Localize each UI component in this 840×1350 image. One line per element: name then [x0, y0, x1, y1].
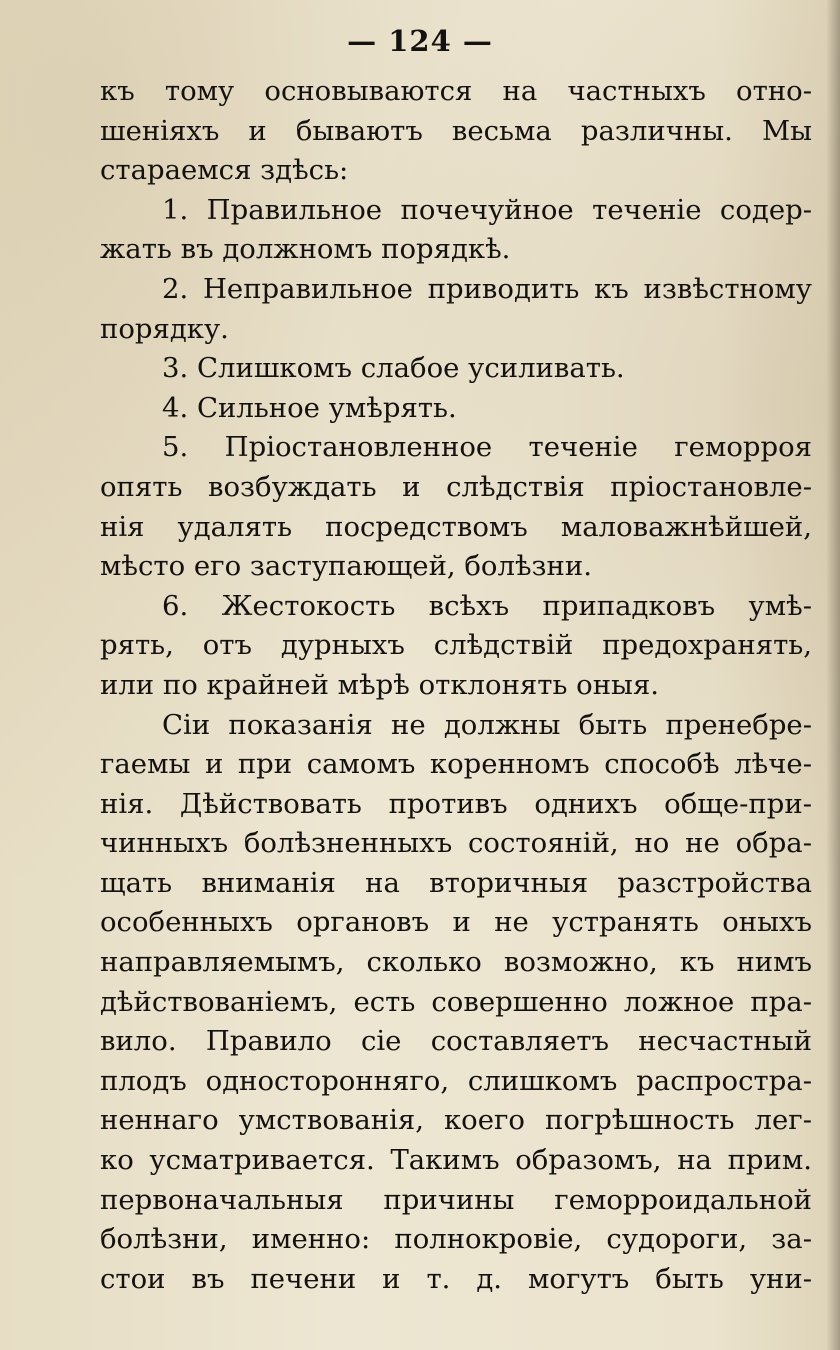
- body-text: [100, 72, 812, 1299]
- text-line: 6. Жестокость всѣхъ припадковъ умѣ-: [162, 589, 812, 622]
- text-line: плодъ односторонняго, слишкомъ распростра-: [100, 1064, 812, 1097]
- text-line: къ тому основываются на частныхъ отно-: [100, 75, 812, 107]
- text-line: нія удалять посредствомъ маловажнѣйшей,: [100, 510, 812, 543]
- text-line: болѣзни, именно: полнокровіе, судороги, за-: [100, 1223, 812, 1256]
- text-line: рять, отъ дурныхъ слѣдствій предохранять,: [100, 629, 812, 662]
- text-line: Сіи показанія не должны быть пренебре-: [162, 708, 812, 741]
- text-line: 2. Неправильное приводить къ извѣстному: [162, 272, 812, 305]
- text-line: нія. Дѣйствовать противъ однихъ обще-при-: [100, 787, 812, 820]
- text-line: ко усматривается. Такимъ образомъ, на прим.: [100, 1144, 812, 1177]
- text-line: опять возбуждать и слѣдствія пріостановле-: [100, 470, 812, 503]
- text-line: направляемымъ, сколько возможно, къ нимъ: [100, 946, 812, 979]
- text-line: порядку.: [100, 312, 229, 345]
- text-line: чинныхъ болѣзненныхъ состояній, но не обра-: [100, 827, 812, 860]
- text-line: особенныхъ органовъ и не устранять оныхъ: [100, 906, 812, 939]
- text-line: первоначальныя причины геморроидальной: [100, 1183, 812, 1216]
- text-line: шеніяхъ и бываютъ весьма различны. Мы: [100, 114, 812, 147]
- text-line: мѣсто его заступающей, болѣзни.: [100, 550, 592, 583]
- text-line: жать въ должномъ порядкѣ.: [100, 233, 511, 266]
- text-line: или по крайней мѣрѣ отклонять оныя.: [100, 668, 660, 701]
- text-line: щать вниманія на вторичныя разстройства: [100, 866, 812, 899]
- text-line: 1. Правильное почечуйное теченіе содер-: [162, 193, 812, 226]
- text-line: дѣйствованіемъ, есть совершенно ложное пра-: [100, 985, 812, 1018]
- text-line: стои въ печени и т. д. могутъ быть уни-: [100, 1262, 812, 1295]
- text-line: вило. Правило сіе составляетъ несчастный: [100, 1025, 812, 1058]
- page-number: — 124 —: [347, 24, 493, 58]
- text-line: 4. Сильное умѣрять.: [162, 391, 457, 424]
- text-line: 5. Пріостановленное теченіе геморроя: [162, 431, 812, 464]
- text-line: неннаго умствованія, коего погрѣшность лег-: [100, 1104, 812, 1137]
- text-line: 3. Слишкомъ слабое усиливать.: [162, 352, 625, 385]
- text-line: гаемы и при самомъ коренномъ способѣ лѣче-: [100, 748, 812, 781]
- page-edge-shadow: [826, 0, 840, 1350]
- text-line: стараемся здѣсь:: [100, 154, 349, 187]
